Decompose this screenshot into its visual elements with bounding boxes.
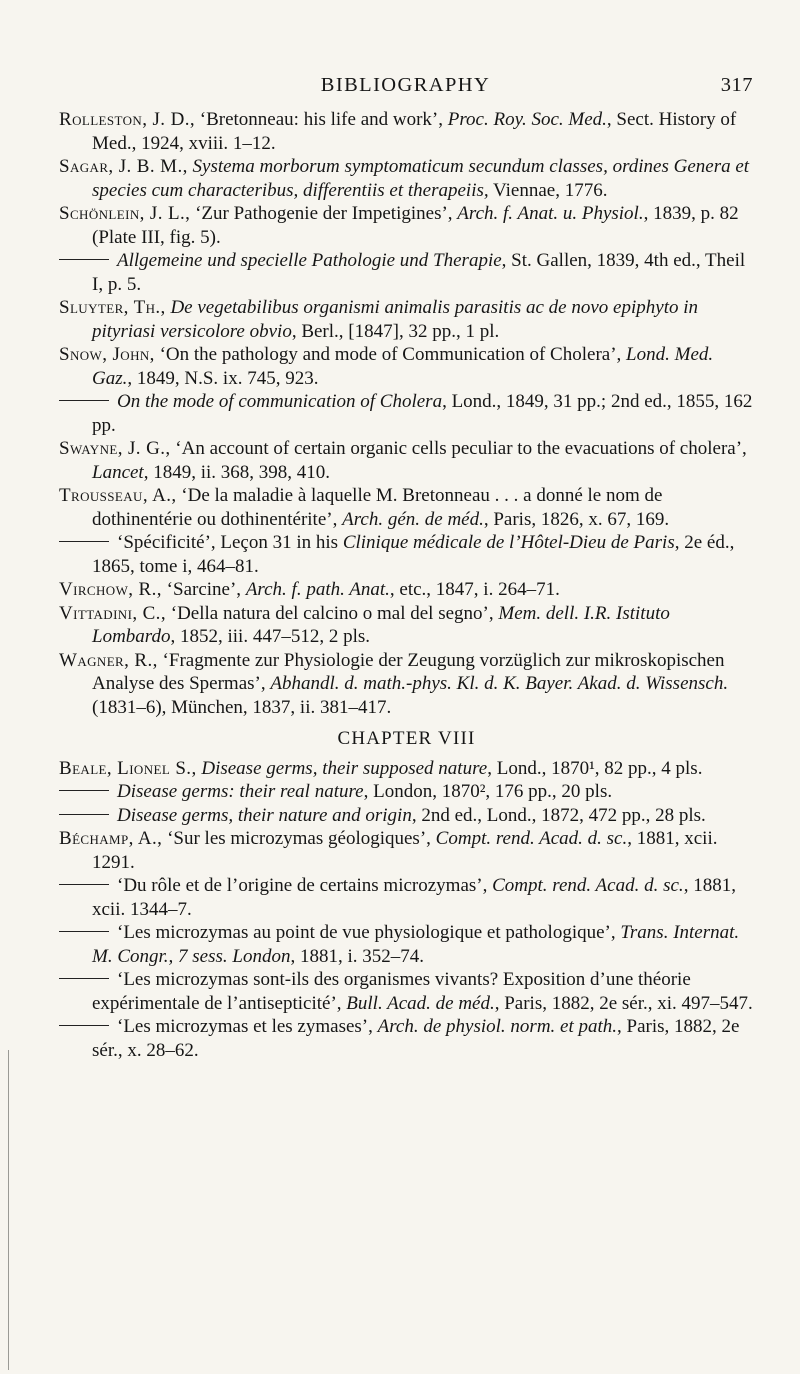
entry-author: Beale, Lionel S., xyxy=(59,757,197,779)
ditto-dash xyxy=(59,978,109,979)
ditto-dash xyxy=(59,814,109,815)
entry-title: Clinique médicale de l’Hôtel-Dieu de Paris xyxy=(342,532,675,553)
entry-text: ‘Zur Pathogenie der Impetigines’, xyxy=(190,203,458,224)
entry-details: , Sect. History of Med., 1924, xviii. 1–12. xyxy=(92,109,737,154)
entry-title: Arch. de physiol. norm. et path. xyxy=(377,1016,618,1037)
entry-author: Virchow, R., xyxy=(59,579,162,600)
bibliography-entry xyxy=(59,874,754,921)
bibliography-entry xyxy=(59,578,754,602)
bibliography-entry xyxy=(59,827,754,874)
entry-text: ‘De la maladie à laquelle M. Bretonneau . . . a donné le nom de dothinentérie ou dothinentérite’, xyxy=(92,485,663,530)
bibliography-entry xyxy=(59,108,754,155)
entry-text: ‘Les microzymas et les zymases’, xyxy=(117,1016,378,1037)
bibliography-entry xyxy=(59,437,754,484)
bibliography-entry xyxy=(59,343,754,390)
entry-author: Wagner, R., xyxy=(59,649,158,671)
chapter-heading: CHAPTER VIII xyxy=(337,728,476,749)
entry-title: Arch. f. path. Anat. xyxy=(245,579,390,600)
entry-text: ‘Du rôle et de l’origine de certains microzymas’, xyxy=(117,875,493,896)
bibliography-entry xyxy=(59,968,754,1015)
ditto-dash xyxy=(59,884,109,885)
entry-title: On the mode of communication of Cholera xyxy=(117,391,443,412)
bibliography-entry xyxy=(59,484,754,531)
ditto-dash xyxy=(59,931,109,932)
entry-title: Disease germs: their real nature xyxy=(117,781,364,802)
ditto-dash xyxy=(59,541,109,542)
entry-author: Swayne, J. G., xyxy=(59,438,171,459)
entry-details: , 1881, xcii. 1344–7. xyxy=(92,875,736,920)
entry-text: ‘Les microzymas sont-ils des organismes vivants? Exposition d’une théorie expérimentale de l’antisepticité’, xyxy=(92,969,691,1014)
entry-title: Mem. dell. I.R. Istituto Lombardo xyxy=(92,602,670,647)
entry-details: , Paris, 1826, x. 67, 169. xyxy=(483,508,670,530)
entry-title: De vegetabilibus organismi animalis parasitis ac de novo epiphyto in pityriasi versicolore obvio xyxy=(92,297,698,342)
bibliography-list-chapter-viii xyxy=(59,757,754,1063)
ditto-dash xyxy=(59,259,109,260)
entry-title: Arch. gén. de méd. xyxy=(342,508,484,530)
bibliography-entry xyxy=(59,1015,754,1062)
entry-title: Arch. f. Anat. u. Physiol. xyxy=(457,203,644,224)
entry-author: Schönlein, J. L., xyxy=(59,203,191,224)
entry-text: ‘Della natura del calcino o mal del segno’, xyxy=(166,602,499,624)
margin-rule xyxy=(8,1050,9,1370)
entry-details: , 2nd ed., Lond., 1872, 472 pp., 28 pls. xyxy=(411,804,706,826)
bibliography-list xyxy=(59,108,754,719)
entry-title: Allgemeine und specielle Pathologie und Therapie xyxy=(117,250,502,271)
entry-text: ‘On the pathology and mode of Communication of Cholera’, xyxy=(154,344,627,365)
bibliography-entry xyxy=(59,649,754,720)
bibliography-entry xyxy=(59,921,754,968)
entry-details: , Berl., [1847], 32 pp., 1 pl. xyxy=(291,320,500,342)
entry-details: (1831–6), München, 1837, ii. 381–417. xyxy=(92,696,392,718)
entry-text: ‘An account of certain organic cells peculiar to the evacuations of cholera’, xyxy=(170,438,747,459)
entry-title: Lond. Med. Gaz. xyxy=(92,344,714,389)
entry-title: Trans. Internat. M. Congr., 7 sess. London xyxy=(92,922,740,967)
entry-title: Disease germs, their supposed nature xyxy=(201,757,488,779)
entry-text: ‘Sarcine’, xyxy=(161,579,246,600)
entry-details: , London, 1870², 176 pp., 20 pls. xyxy=(363,781,613,802)
entry-text: ‘Les microzymas au point de vue physiologique et pathologique’, xyxy=(117,922,621,943)
entry-title: Disease germs, their nature and origin xyxy=(117,804,412,826)
ditto-dash xyxy=(59,790,109,791)
page-number: 317 xyxy=(720,74,753,96)
entry-title: Systema morborum symptomaticum secundum classes, ordines Genera et species cum characteribus, differentiis et therapeiis, xyxy=(92,156,750,201)
ditto-dash xyxy=(59,400,109,401)
bibliography-entry xyxy=(59,602,754,649)
entry-details: , 1839, p. 82 (Plate III, fig. 5). xyxy=(92,203,739,248)
bibliography-entry xyxy=(59,531,754,578)
entry-author: Snow, John, xyxy=(59,344,155,365)
running-head xyxy=(58,74,753,106)
entry-title: Abhandl. d. math.-phys. Kl. d. K. Bayer. Akad. d. Wissensch. xyxy=(270,673,729,694)
entry-text: ‘Sur les microzymas géologiques’, xyxy=(162,828,436,849)
entry-details: , etc., 1847, i. 264–71. xyxy=(389,579,560,600)
bibliography-entry xyxy=(59,249,754,296)
entry-text: ‘Spécificité’, Leçon 31 in his xyxy=(117,532,343,553)
bibliography-entry xyxy=(59,804,754,828)
entry-details: , St. Gallen, 1839, 4th ed., Theil I, p. 5. xyxy=(92,250,746,295)
entry-title: Bull. Acad. de méd. xyxy=(346,992,495,1014)
bibliography-entry xyxy=(59,780,754,804)
entry-author: Béchamp, A., xyxy=(59,828,163,849)
page-title: BIBLIOGRAPHY xyxy=(320,74,491,96)
bibliography-entry xyxy=(59,155,754,202)
bibliography-entry xyxy=(59,757,754,781)
entry-details: Viennae, 1776. xyxy=(488,179,608,201)
entry-text: ‘Fragmente zur Physiologie der Zeugung vorzüglich zur mikroskopischen Analyse des Spermas’, xyxy=(92,649,725,694)
entry-details: , Lond., 1870¹, 82 pp., 4 pls. xyxy=(487,757,703,779)
bibliography-entry xyxy=(59,202,754,249)
entry-details: , Lond., 1849, 31 pp.; 2nd ed., 1855, 162 pp. xyxy=(92,391,753,436)
entry-details: , 1849, N.S. ix. 745, 923. xyxy=(127,367,319,389)
entry-author: Trousseau, A., xyxy=(59,485,177,506)
bibliography-entry xyxy=(59,296,754,343)
entry-author: Sagar, J. B. M., xyxy=(59,156,188,177)
bibliography-entry xyxy=(59,390,754,437)
entry-title: Lancet xyxy=(92,461,144,483)
entry-title: Compt. rend. Acad. d. sc. xyxy=(492,875,684,896)
entry-text: ‘Bretonneau: his life and work’, xyxy=(195,109,448,130)
entry-details: , 2e éd., 1865, tome i, 464–81. xyxy=(92,532,735,577)
entry-author: Rolleston, J. D., xyxy=(59,109,196,130)
bibliography-body xyxy=(59,108,754,1062)
entry-author: Vittadini, C., xyxy=(59,602,166,624)
ditto-dash xyxy=(59,1025,109,1026)
entry-details: , Paris, 1882, 2e sér., xi. 497–547. xyxy=(494,992,753,1014)
entry-details: , 1881, xcii. 1291. xyxy=(92,828,718,873)
entry-details: , 1881, i. 352–74. xyxy=(290,945,425,967)
entry-details: , 1849, ii. 368, 398, 410. xyxy=(143,461,331,483)
entry-details: , 1852, iii. 447–512, 2 pls. xyxy=(170,626,370,647)
entry-details: , Paris, 1882, 2e sér., x. 28–62. xyxy=(92,1016,740,1061)
entry-author: Sluyter, Th., xyxy=(59,297,166,318)
entry-title: Compt. rend. Acad. d. sc. xyxy=(435,828,628,849)
entry-title: Proc. Roy. Soc. Med. xyxy=(447,109,607,130)
